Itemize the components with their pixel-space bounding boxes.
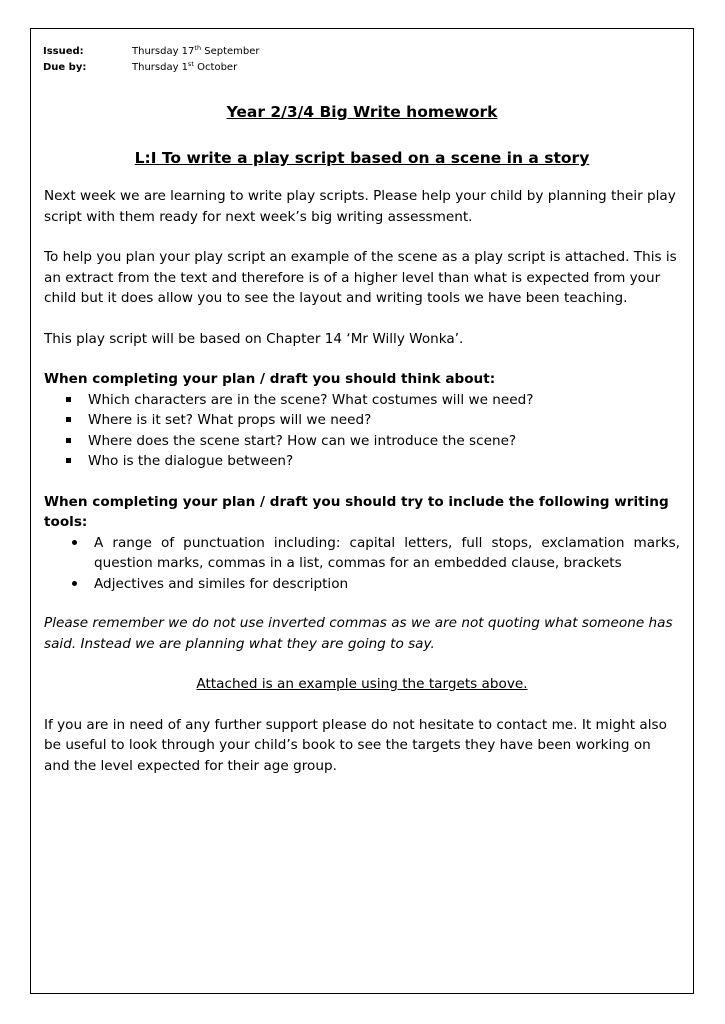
list-item: Where is it set? What props will we need? — [44, 410, 680, 431]
square-bullet-icon — [66, 431, 71, 452]
due-row — [43, 60, 260, 76]
reminder-paragraph: Please remember we do not use inverted commas as we are not quoting what someone has said. Instead we are planning what they are going to say. — [44, 615, 673, 652]
document-body — [44, 101, 680, 776]
document-title: Year 2/3/4 Big Write homework — [226, 103, 498, 121]
think-about-heading: When completing your plan / draft you should think about: — [44, 371, 496, 387]
chapter-paragraph: This play script will be based on Chapter 14 ‘Mr Willy Wonka’. — [44, 330, 464, 347]
issued-day: Thursday 17 — [132, 46, 195, 57]
due-date — [132, 60, 237, 76]
header-dates — [43, 44, 260, 76]
issued-row — [43, 44, 260, 60]
closing-paragraph: If you are in need of any further support please do not hesitate to contact me. It might also be useful to look through your child’s book to see the targets they have been working on and the level expected for their age group. — [44, 716, 667, 774]
square-bullet-icon — [66, 390, 71, 411]
round-bullet-icon — [72, 533, 77, 554]
example-paragraph: To help you plan your play script an example of the scene as a play script is attached. This is an extract from the text and therefore is of a higher level than what is expected from your child but it does allow you to see the layout and writing tools we have been teaching. — [44, 249, 677, 306]
issued-month: September — [201, 46, 260, 57]
square-bullet-icon — [66, 410, 71, 431]
list-item: Who is the dialogue between? — [44, 451, 680, 472]
learning-intention: L:I To write a play script based on a scene in a story — [134, 149, 590, 167]
issued-date — [132, 44, 260, 60]
writing-tools-list — [44, 533, 680, 595]
list-item: Adjectives and similes for description — [44, 574, 680, 595]
list-item: Where does the scene start? How can we introduce the scene? — [44, 431, 680, 452]
attached-note: Attached is an example using the targets above. — [196, 676, 528, 692]
due-month: October — [193, 62, 238, 73]
due-suffix: st — [188, 60, 194, 68]
writing-tools-heading: When completing your plan / draft you should try to include the following writing tools: — [44, 493, 669, 530]
think-about-list — [44, 390, 680, 472]
issued-suffix: th — [194, 44, 202, 52]
due-label: Due by: — [43, 62, 87, 73]
list-item: Which characters are in the scene? What costumes will we need? — [44, 390, 680, 411]
issued-label: Issued: — [43, 46, 84, 57]
intro-paragraph: Next week we are learning to write play scripts. Please help your child by planning their play script with them ready for next week’s big writing assessment. — [44, 188, 676, 225]
round-bullet-icon — [72, 574, 77, 595]
due-day: Thursday 1 — [132, 62, 189, 73]
square-bullet-icon — [66, 451, 71, 472]
list-item: A range of punctuation including: capital letters, full stops, exclamation marks, question marks, commas in a list, commas for an embedded clause, brackets — [44, 533, 680, 574]
